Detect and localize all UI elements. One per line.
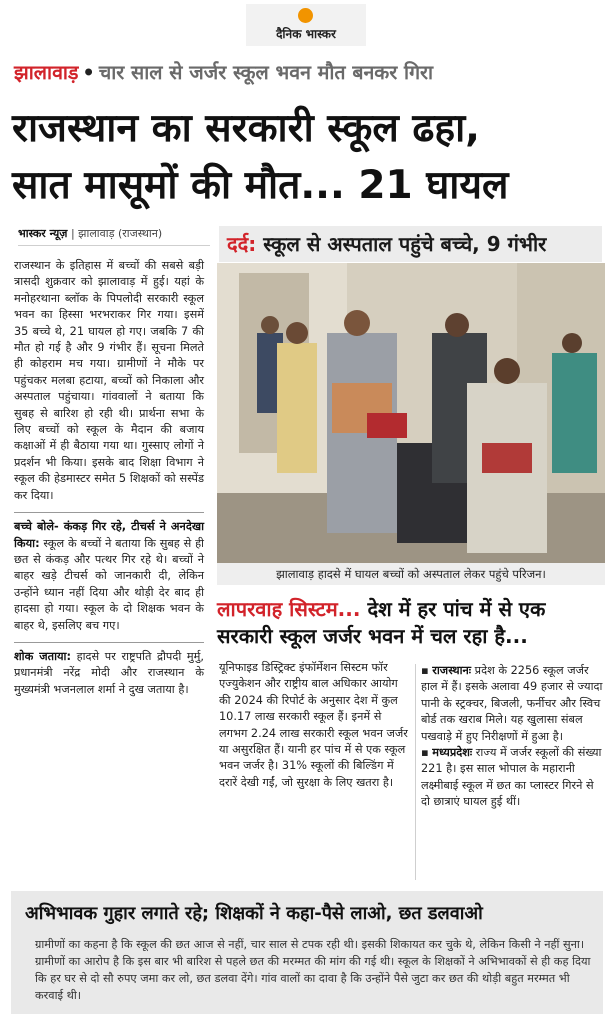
divider xyxy=(14,512,204,513)
pain-banner-text: स्कूल से अस्पताल पहुंचे बच्चे, 9 गंभीर xyxy=(256,232,547,256)
byline-source: भास्कर न्यूज़ xyxy=(18,227,68,240)
byline-divider: | xyxy=(70,227,75,240)
state-item-mp xyxy=(421,745,603,811)
byline xyxy=(18,226,210,246)
masthead-name: दैनिक भास्कर xyxy=(276,27,336,41)
kicker-separator: • xyxy=(82,61,95,84)
pain-banner xyxy=(219,226,602,262)
state-label-mp: मध्यप्रदेशः xyxy=(432,746,473,760)
headline xyxy=(12,100,604,214)
bullet-icon: ▪ xyxy=(421,664,429,677)
state-text-mp: राज्य में जर्जर स्कूलों की संख्या 221 है। इस साल भोपाल के महारानी लक्ष्मीबाई स्कूल में छत का प्लास्टर गिरने से दो छात्राएं घायल हुई थीं। xyxy=(421,746,602,809)
photo-caption: झालावाड़ हादसे में घायल बच्चों को अस्पताल लेकर पहुंचे परिजन। xyxy=(217,563,605,585)
parents-box-text: ग्रामीणों का कहना है कि स्कूल की छत आज से नहीं, चार साल से टपक रही थी। इसकी शिकायत कर चुके थे, लेकिन किसी ने नहीं सुना। ग्रामीणों का आरोप है कि इस बार भी बारिश से पहले छत की मरम्मत की मांग की गई थी। स्कूल के शिक्षकों ने अभिभावकों से ही कह दिया कि हर घर से दो सौ रुपए जमा कर लो, छत डलवा देंगे। गांव वालों का दावा है कि उन्होंने पैसे जुटा कर छत की थोड़ी बहुत मरम्मत भी करवाई थी। xyxy=(35,938,591,1002)
story-paragraph-3-text: हादसे पर राष्ट्रपति द्रौपदी मुर्मु, प्रधानमंत्री नरेंद्र मोदी और राजस्थान के मुख्यमंत्री भजनलाल शर्मा ने दुख जताया है। xyxy=(14,649,204,696)
headline-line-1: राजस्थान का सरकारी स्कूल ढहा, xyxy=(12,106,480,151)
hospital-corridor-image xyxy=(217,263,605,563)
left-column xyxy=(14,258,204,700)
state-item-rajasthan xyxy=(421,663,603,745)
story-paragraph-1: राजस्थान के इतिहास में बच्चों की सबसे बड़ी त्रासदी शुक्रवार को झालावाड़ में हुई। यहां के मनोहरथाना ब्लॉक के पिपलोदी सरकारी स्कूल भवन का हिस्सा भरभराकर गिर गया। इसमें 35 बच्चे थे, 21 घायल हो गए। जबकि 7 की मौत हो गई है और 9 गंभीर हैं। सूचना मिलते ही कोहराम मच गया। ग्रामीणों ने मौके पर पहुंचकर मलबा हटाया, बच्चों को निकाला और अस्पताल पहुंचाया। गांववालों ने बताया कि सुबह से बारिश हो रही थी। प्रार्थना सभा के लिए बच्चों को स्कूल के मैदान की बजाय कक्षाओं में ही बैठाया गया था। गुस्साए लोगों ने प्रदर्शन भी किया। इसके बाद शिक्षा विभाग ने स्कूल की हेडमास्टर समेत 5 शिक्षकों को सस्पेंड कर दिया। xyxy=(14,259,204,502)
bullet-icon: ▪ xyxy=(421,746,429,760)
byline-location: झालावाड़ (राजस्थान) xyxy=(78,227,163,240)
state-label-rajasthan: राजस्थानः xyxy=(432,664,472,677)
parents-box-title: अभिभावक गुहार लगाते रहे; शिक्षकों ने कहा-पैसे लाओ, छत डलवाओ xyxy=(25,903,483,924)
right-column xyxy=(421,663,603,811)
sun-icon xyxy=(298,8,313,23)
state-text-rajasthan: प्रदेश के 2256 स्कूल जर्जर हाल में हैं। इसके अलावा 49 हजार से ज्यादा पानी के स्ट्रक्चर, बिजली, फर्नीचर और स्विच बोर्ड तक खराब मिले। यह खुलासा संबल पखवाड़े में हुए निरीक्षणों में हुआ है। xyxy=(421,664,603,743)
section-label: लापरवाह सिस्टम... xyxy=(217,597,361,621)
parents-box xyxy=(11,891,603,1014)
middle-column: यूनिफाइड डिस्ट्रिक्ट इंफॉर्मेशन सिस्टम फॉर एज्युकेशन और राष्ट्रीय बाल अधिकार आयोग की 2024 की रिपोर्ट के अनुसार देश में कुल 10.17 लाख सरकारी स्कूल हैं। इनमें से लगभग 2.24 लाख सरकारी स्कूल भवन जर्जर या असुरक्षित हैं। यानी हर पांच में से एक स्कूल भवन जर्जर है। 31% स्कूलों की बिल्डिंग में दरारें देखी गईं, जो सुरक्षा के लिए खतरा है। xyxy=(219,661,408,789)
section-heading: देश में हर पांच में से एक सरकारी स्कूल जर्जर भवन में चल रहा है... xyxy=(217,597,546,648)
news-photo xyxy=(217,263,605,563)
story-paragraph-3 xyxy=(14,649,204,698)
pain-banner-label: दर्द: xyxy=(227,232,257,256)
divider xyxy=(14,642,204,643)
story-paragraph-2 xyxy=(14,519,204,634)
kicker-text: चार साल से जर्जर स्कूल भवन मौत बनकर गिरा xyxy=(98,61,434,84)
section-title xyxy=(217,596,605,650)
masthead xyxy=(246,4,366,46)
story-subhead-children: बच्चे बोले- कंकड़ गिर रहे, टीचर्स ने अनदेखा किया: xyxy=(14,520,204,550)
story-subhead-condolence: शोक जताया: xyxy=(14,649,71,663)
headline-line-2: सात मासूमों की मौत... 21 घायल xyxy=(12,163,509,208)
story-paragraph-2-text: स्कूल के बच्चों ने बताया कि सुबह से ही छत से कंकड़ और पत्थर गिर रहे थे। बच्चों ने बाहर खड़े टीचर्स को जानकारी दी, लेकिन उन्होंने ध्यान नहीं दिया और थोड़ी देर बाद ही हादसा हो गया। स्कूल के दो शिक्षक भवन के बाहर थे, इसलिए बच गए। xyxy=(14,536,204,632)
column-divider xyxy=(415,664,416,880)
kicker-place: झालावाड़ xyxy=(14,61,79,84)
kicker xyxy=(14,58,433,85)
